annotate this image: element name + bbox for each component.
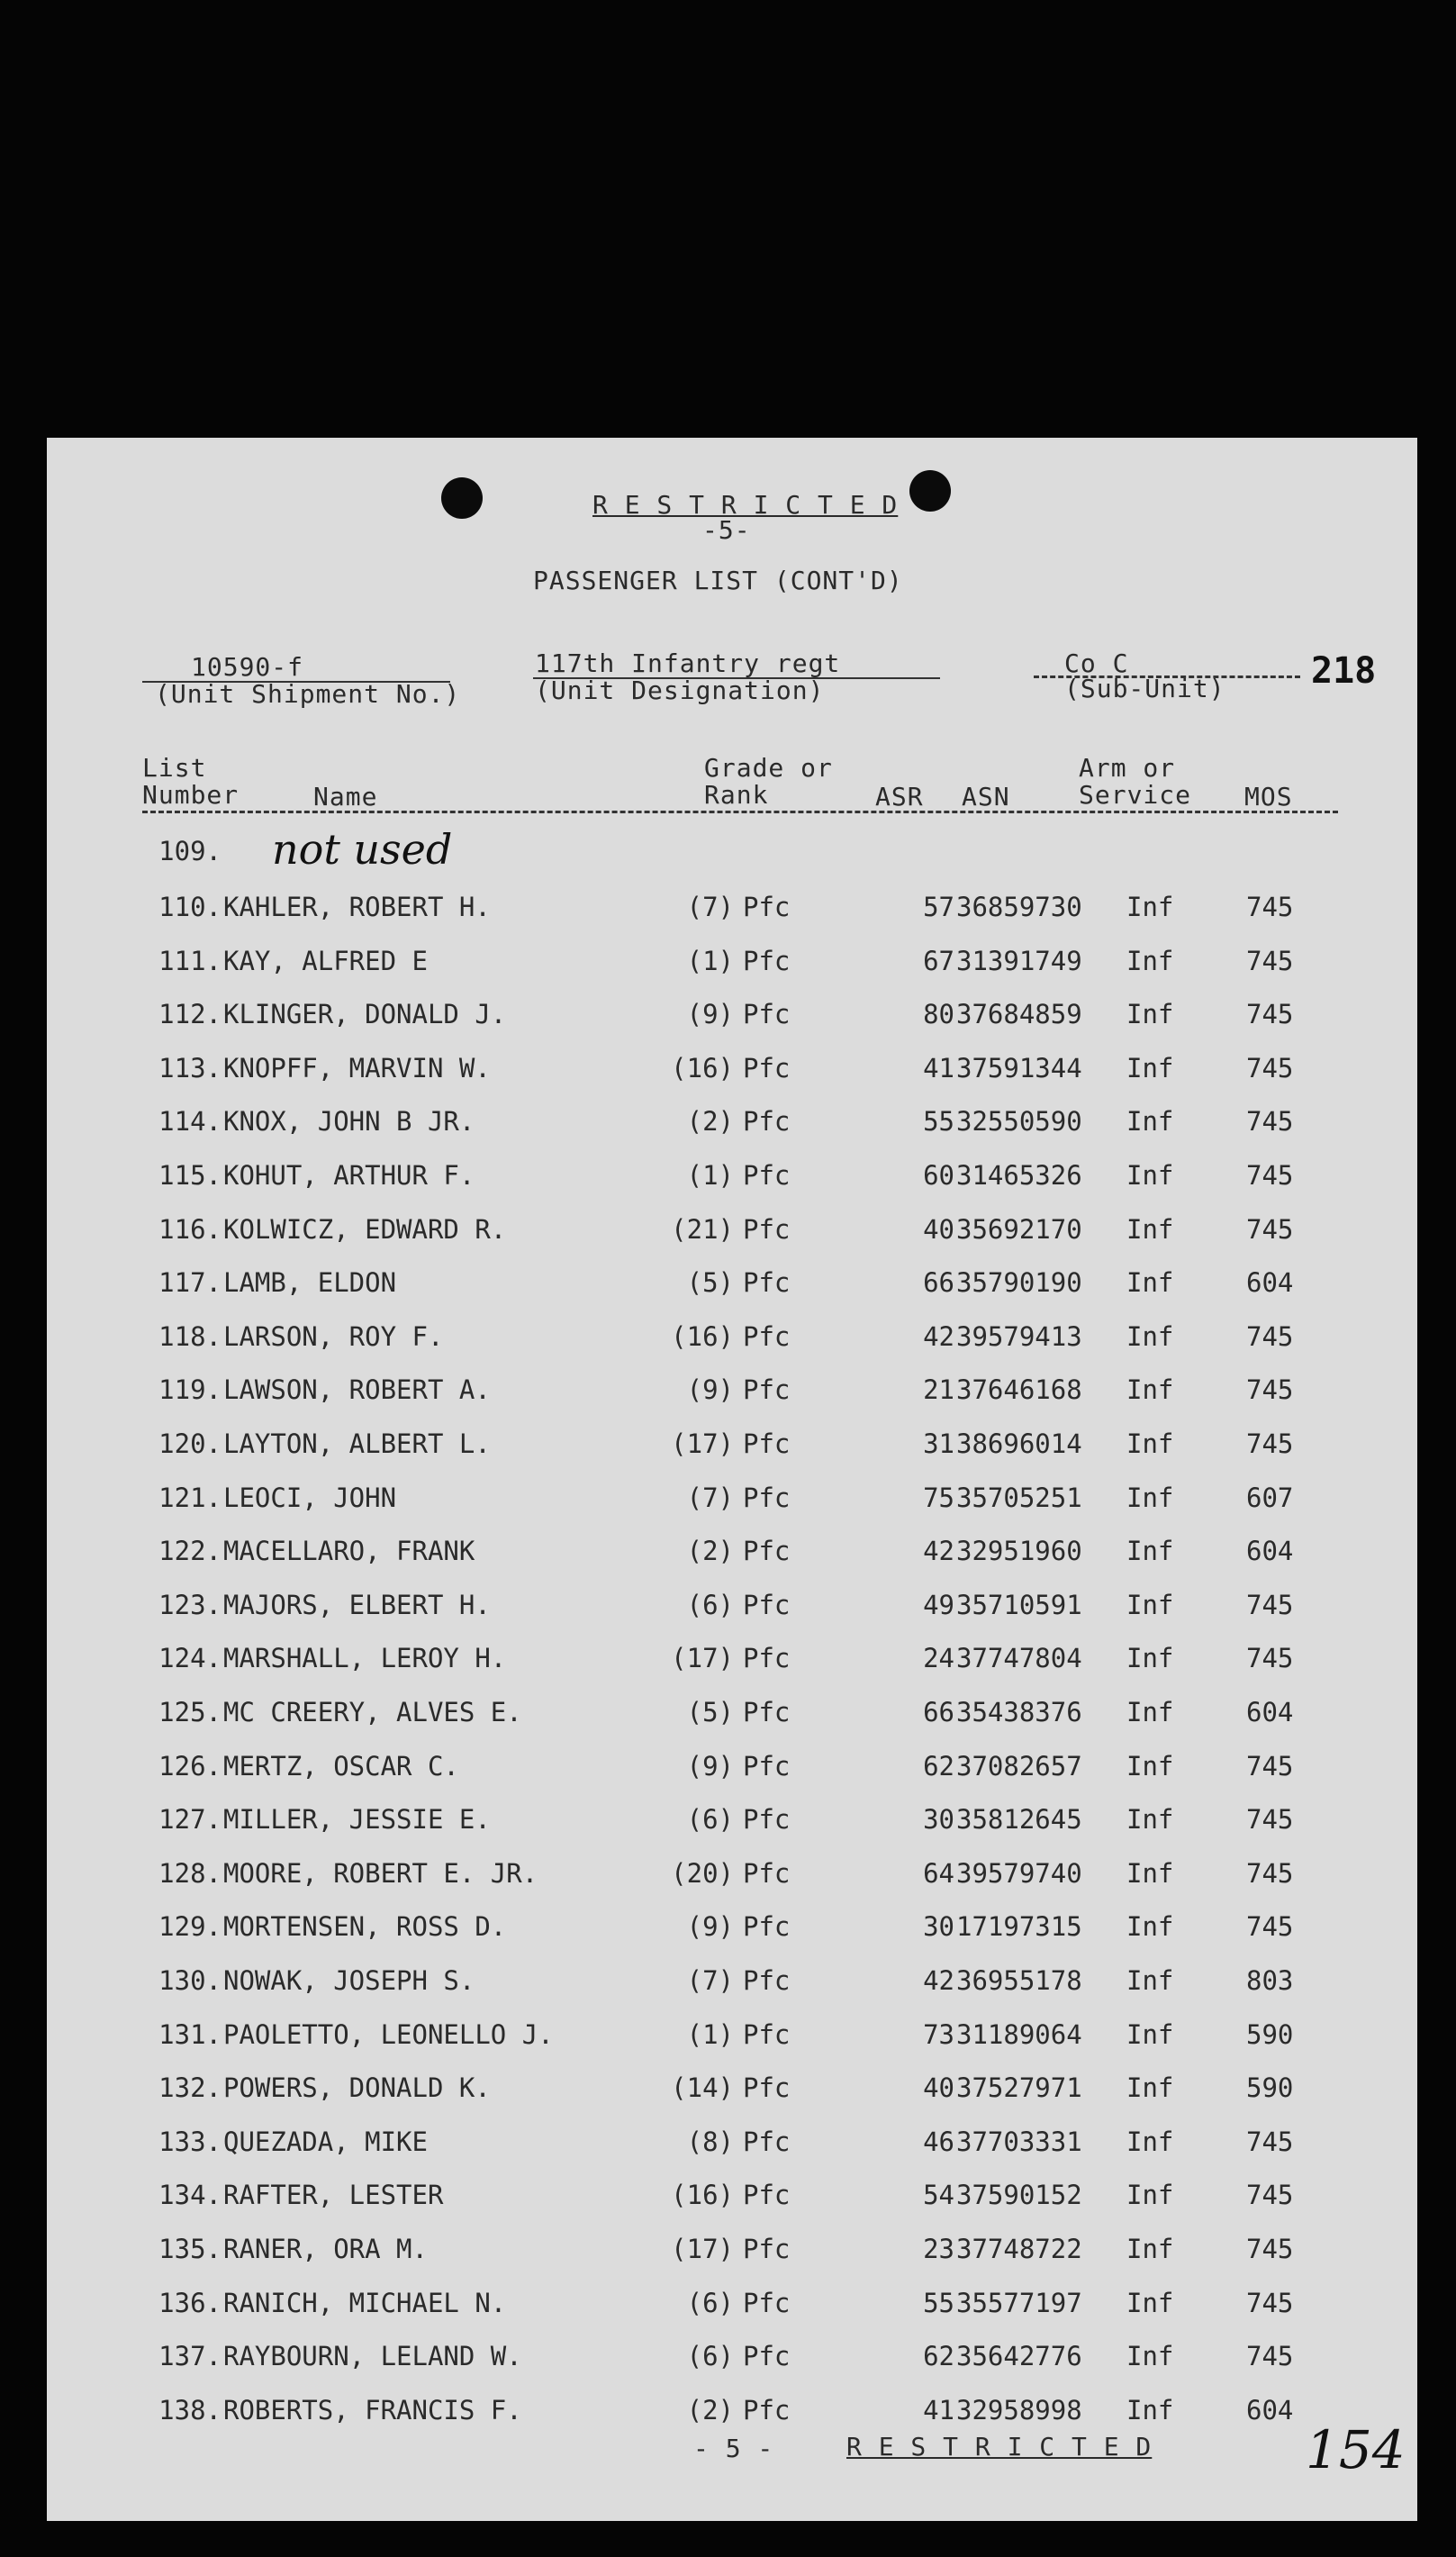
col-grade-label: Grade or Rank — [704, 753, 833, 810]
table-row — [47, 1106, 1417, 1142]
unit-shipment-number: 10590-f — [191, 652, 304, 682]
rank: Pfc — [743, 1643, 791, 1674]
header-rule — [142, 811, 1338, 813]
asr-score: 64 — [923, 1857, 954, 1889]
group-number: (7) — [686, 1965, 734, 1996]
asr-score: 66 — [923, 1697, 954, 1727]
army-serial-number: 32951960 — [956, 1536, 1082, 1567]
mos-code: 745 — [1246, 1160, 1294, 1191]
table-row — [47, 1267, 1417, 1303]
group-number: (14) — [671, 2072, 734, 2104]
asr-score: 54 — [923, 2180, 954, 2211]
unit-shipment-label: (Unit Shipment No.) — [155, 679, 461, 709]
arm-or-service: Inf — [1126, 1213, 1174, 1245]
arm-or-service: Inf — [1126, 2126, 1174, 2157]
row-number: 115. — [158, 1160, 222, 1191]
asr-score: 41 — [923, 2394, 954, 2426]
col-mos-header: MOS — [1244, 782, 1293, 812]
passenger-name: ROBERTS, FRANCIS F. — [223, 2394, 522, 2426]
rank: Pfc — [743, 2018, 791, 2050]
asr-score: 60 — [923, 1160, 954, 1191]
rank: Pfc — [743, 2287, 791, 2318]
rank: Pfc — [743, 1589, 791, 1620]
passenger-name: PAOLETTO, LEONELLO J. — [223, 2018, 554, 2050]
passenger-name: MACELLARO, FRANK — [223, 1536, 475, 1567]
army-serial-number: 39579740 — [956, 1857, 1082, 1889]
arm-or-service: Inf — [1126, 2018, 1174, 2050]
row-number: 132. — [158, 2072, 222, 2104]
arm-or-service: Inf — [1126, 1106, 1174, 1138]
asr-score: 42 — [923, 1320, 954, 1352]
row-number: 128. — [158, 1857, 222, 1889]
group-number: (6) — [686, 2341, 734, 2372]
col-asn-header: ASN — [962, 782, 1010, 812]
mos-code: 604 — [1246, 2394, 1294, 2426]
row-number: 112. — [158, 999, 222, 1030]
col-name-header: Name — [313, 782, 378, 812]
rank: Pfc — [743, 892, 791, 922]
rank: Pfc — [743, 1697, 791, 1727]
army-serial-number: 38696014 — [956, 1428, 1082, 1459]
army-serial-number: 35642776 — [956, 2341, 1082, 2372]
rank: Pfc — [743, 1267, 791, 1299]
row-number: 109. — [158, 836, 222, 866]
asr-score: 42 — [923, 1536, 954, 1567]
group-number: (16) — [671, 2180, 734, 2211]
group-number: (1) — [686, 2018, 734, 2050]
mos-code: 607 — [1246, 1482, 1294, 1513]
mos-code: 745 — [1246, 2341, 1294, 2372]
group-number: (2) — [686, 1106, 734, 1138]
army-serial-number: 37748722 — [956, 2234, 1082, 2264]
army-serial-number: 36859730 — [956, 892, 1082, 922]
group-number: (7) — [686, 1482, 734, 1513]
rank: Pfc — [743, 1213, 791, 1245]
asr-score: 49 — [923, 1589, 954, 1620]
table-row — [47, 892, 1417, 928]
group-number: (9) — [686, 1750, 734, 1782]
row-number: 135. — [158, 2234, 222, 2264]
passenger-name: MILLER, JESSIE E. — [223, 1804, 491, 1836]
passenger-name: KAY, ALFRED E — [223, 945, 428, 976]
asr-score: 31 — [923, 1428, 954, 1459]
army-serial-number: 31189064 — [956, 2018, 1082, 2050]
army-serial-number: 35790190 — [956, 1267, 1082, 1299]
table-row — [47, 1214, 1417, 1250]
table-row — [47, 2234, 1417, 2270]
footer-page-number: - 5 - — [693, 2434, 774, 2463]
table-row — [47, 1321, 1417, 1357]
mos-code: 590 — [1246, 2018, 1294, 2050]
mos-code: 745 — [1246, 945, 1294, 976]
arm-or-service: Inf — [1126, 1697, 1174, 1727]
mos-code: 745 — [1246, 1213, 1294, 1245]
army-serial-number: 37684859 — [956, 999, 1082, 1030]
arm-or-service: Inf — [1126, 1267, 1174, 1299]
asr-score: 30 — [923, 1804, 954, 1836]
rank: Pfc — [743, 2341, 791, 2372]
group-number: (7) — [686, 892, 734, 922]
restricted-header: R E S T R I C T E D — [592, 490, 899, 520]
asr-score: 62 — [923, 2341, 954, 2372]
table-row — [47, 946, 1417, 982]
army-serial-number: 35812645 — [956, 1804, 1082, 1836]
mos-code: 745 — [1246, 2180, 1294, 2211]
arm-or-service: Inf — [1126, 1536, 1174, 1567]
passenger-name: KOHUT, ARTHUR F. — [223, 1160, 475, 1191]
asr-score: 41 — [923, 1052, 954, 1084]
rank: Pfc — [743, 1536, 791, 1567]
group-number: (6) — [686, 2287, 734, 2318]
table-row — [47, 1804, 1417, 1840]
punch-hole-right — [909, 470, 951, 512]
mos-code: 745 — [1246, 2234, 1294, 2264]
mos-code: 745 — [1246, 892, 1294, 922]
passenger-name: KAHLER, ROBERT H. — [223, 892, 491, 922]
army-serial-number: 37082657 — [956, 1750, 1082, 1782]
passenger-name: NOWAK, JOSEPH S. — [223, 1965, 475, 1996]
passenger-name: MORTENSEN, ROSS D. — [223, 1911, 507, 1943]
army-serial-number: 35438376 — [956, 1697, 1082, 1727]
arm-or-service: Inf — [1126, 1320, 1174, 1352]
rank: Pfc — [743, 945, 791, 976]
mos-code: 745 — [1246, 1374, 1294, 1406]
table-row — [47, 1697, 1417, 1733]
arm-or-service: Inf — [1126, 1428, 1174, 1459]
asr-score: 46 — [923, 2126, 954, 2157]
group-number: (9) — [686, 999, 734, 1030]
table-row — [47, 1858, 1417, 1894]
army-serial-number: 37591344 — [956, 1052, 1082, 1084]
rank: Pfc — [743, 1052, 791, 1084]
punch-hole-left — [441, 477, 483, 519]
mos-code: 745 — [1246, 1804, 1294, 1836]
mos-code: 745 — [1246, 1589, 1294, 1620]
rank: Pfc — [743, 2180, 791, 2211]
mos-code: 745 — [1246, 999, 1294, 1030]
unit-designation-label: (Unit Designation) — [535, 676, 825, 705]
mos-code: 590 — [1246, 2072, 1294, 2104]
table-row — [47, 2072, 1417, 2108]
table-row — [47, 1428, 1417, 1464]
page-marker: -5- — [702, 515, 751, 545]
row-number: 138. — [158, 2394, 222, 2426]
army-serial-number: 31465326 — [956, 1160, 1082, 1191]
table-row — [47, 2395, 1417, 2431]
asr-score: 42 — [923, 1965, 954, 1996]
row-number: 136. — [158, 2287, 222, 2318]
group-number: (8) — [686, 2126, 734, 2157]
passenger-name: KNOPFF, MARVIN W. — [223, 1052, 491, 1084]
col-asr-header: ASR — [875, 782, 924, 812]
document-title: PASSENGER LIST (CONT'D) — [533, 566, 903, 595]
asr-score: 75 — [923, 1482, 954, 1513]
passenger-name: RANER, ORA M. — [223, 2234, 428, 2264]
mos-code: 745 — [1246, 2287, 1294, 2318]
asr-score: 21 — [923, 1374, 954, 1406]
arm-or-service: Inf — [1126, 2072, 1174, 2104]
passenger-name: KNOX, JOHN B JR. — [223, 1106, 475, 1138]
army-serial-number: 37527971 — [956, 2072, 1082, 2104]
asr-score: 62 — [923, 1750, 954, 1782]
army-serial-number: 37703331 — [956, 2126, 1082, 2157]
rank: Pfc — [743, 2394, 791, 2426]
army-serial-number: 35705251 — [956, 1482, 1082, 1513]
table-row — [47, 1536, 1417, 1572]
passenger-name: MERTZ, OSCAR C. — [223, 1750, 459, 1782]
rank: Pfc — [743, 1160, 791, 1191]
arm-or-service: Inf — [1126, 892, 1174, 922]
arm-or-service: Inf — [1126, 999, 1174, 1030]
arm-or-service: Inf — [1126, 1804, 1174, 1836]
rank: Pfc — [743, 1857, 791, 1889]
arm-or-service: Inf — [1126, 1965, 1174, 1996]
row-number: 124. — [158, 1643, 222, 1674]
army-serial-number: 32550590 — [956, 1106, 1082, 1138]
row-number: 130. — [158, 1965, 222, 1996]
army-serial-number: 17197315 — [956, 1911, 1082, 1943]
army-serial-number: 37747804 — [956, 1643, 1082, 1674]
row-number: 121. — [158, 1482, 222, 1513]
row-number: 127. — [158, 1804, 222, 1836]
passenger-name: MARSHALL, LEROY H. — [223, 1643, 507, 1674]
arm-or-service: Inf — [1126, 2341, 1174, 2372]
table-row — [47, 2341, 1417, 2377]
table-row — [47, 2180, 1417, 2216]
footer-restricted: R E S T R I C T E D — [846, 2432, 1153, 2462]
rank: Pfc — [743, 1428, 791, 1459]
rank: Pfc — [743, 2126, 791, 2157]
group-number: (17) — [671, 2234, 734, 2264]
group-number: (17) — [671, 1643, 734, 1674]
army-serial-number: 32958998 — [956, 2394, 1082, 2426]
asr-score: 80 — [923, 999, 954, 1030]
arm-or-service: Inf — [1126, 1643, 1174, 1674]
passenger-name: LEOCI, JOHN — [223, 1482, 397, 1513]
row-number: 137. — [158, 2341, 222, 2372]
table-row — [47, 1751, 1417, 1787]
group-number: (6) — [686, 1589, 734, 1620]
passenger-name: RAYBOURN, LELAND W. — [223, 2341, 522, 2372]
page-number-stamp: 218 — [1311, 650, 1377, 692]
arm-or-service: Inf — [1126, 1750, 1174, 1782]
rank: Pfc — [743, 2072, 791, 2104]
army-serial-number: 35692170 — [956, 1213, 1082, 1245]
mos-code: 604 — [1246, 1697, 1294, 1727]
arm-or-service: Inf — [1126, 1911, 1174, 1943]
document-sheet — [47, 438, 1417, 2521]
passenger-name: KLINGER, DONALD J. — [223, 999, 507, 1030]
group-number: (21) — [671, 1213, 734, 1245]
mos-code: 745 — [1246, 1320, 1294, 1352]
asr-score: 40 — [923, 1213, 954, 1245]
row-number: 125. — [158, 1697, 222, 1727]
army-serial-number: 35710591 — [956, 1589, 1082, 1620]
passenger-name: POWERS, DONALD K. — [223, 2072, 491, 2104]
table-row — [47, 1483, 1417, 1519]
passenger-name: QUEZADA, MIKE — [223, 2126, 428, 2157]
mos-code: 745 — [1246, 1857, 1294, 1889]
asr-score: 73 — [923, 2018, 954, 2050]
mos-code: 604 — [1246, 1267, 1294, 1299]
table-row — [47, 1911, 1417, 1947]
col-list-number-header — [142, 755, 277, 809]
group-number: (16) — [671, 1320, 734, 1352]
passenger-name: MOORE, ROBERT E. JR. — [223, 1857, 538, 1889]
table-row — [47, 1160, 1417, 1196]
army-serial-number: 31391749 — [956, 945, 1082, 976]
group-number: (17) — [671, 1428, 734, 1459]
passenger-name: RAFTER, LESTER — [223, 2180, 444, 2211]
row-number: 126. — [158, 1750, 222, 1782]
rank: Pfc — [743, 1482, 791, 1513]
row-number: 119. — [158, 1374, 222, 1406]
mos-code: 745 — [1246, 1428, 1294, 1459]
passenger-name: LAMB, ELDON — [223, 1267, 397, 1299]
table-row — [47, 1374, 1417, 1410]
asr-score: 24 — [923, 1643, 954, 1674]
group-number: (2) — [686, 2394, 734, 2426]
row-number: 133. — [158, 2126, 222, 2157]
rank: Pfc — [743, 1804, 791, 1836]
table-row — [47, 2126, 1417, 2163]
handwritten-page-number: 154 — [1306, 2419, 1406, 2480]
col-arm-header — [1079, 755, 1214, 809]
passenger-name: LAYTON, ALBERT L. — [223, 1428, 491, 1459]
group-number: (16) — [671, 1052, 734, 1084]
mos-code: 745 — [1246, 2126, 1294, 2157]
group-number: (2) — [686, 1536, 734, 1567]
table-row — [47, 2019, 1417, 2055]
passenger-name: LAWSON, ROBERT A. — [223, 1374, 491, 1406]
handwritten-note: not used — [272, 825, 453, 874]
unit-designation: 117th Infantry regt — [535, 648, 841, 678]
row-number: 110. — [158, 892, 222, 922]
row-number: 111. — [158, 945, 222, 976]
row-number: 114. — [158, 1106, 222, 1138]
army-serial-number: 35577197 — [956, 2287, 1082, 2318]
row-number: 131. — [158, 2018, 222, 2050]
mos-code: 745 — [1246, 1911, 1294, 1943]
asr-score: 57 — [923, 892, 954, 922]
army-serial-number: 37590152 — [956, 2180, 1082, 2211]
row-number: 123. — [158, 1589, 222, 1620]
army-serial-number: 37646168 — [956, 1374, 1082, 1406]
row-number: 113. — [158, 1052, 222, 1084]
asr-score: 55 — [923, 2287, 954, 2318]
group-number: (20) — [671, 1857, 734, 1889]
arm-or-service: Inf — [1126, 1052, 1174, 1084]
table-row — [47, 1643, 1417, 1679]
army-serial-number: 36955178 — [956, 1965, 1082, 1996]
rank: Pfc — [743, 999, 791, 1030]
asr-score: 67 — [923, 945, 954, 976]
row-number: 118. — [158, 1320, 222, 1352]
mos-code: 803 — [1246, 1965, 1294, 1996]
rank: Pfc — [743, 1374, 791, 1406]
col-grade-header — [704, 755, 848, 809]
mos-code: 745 — [1246, 1052, 1294, 1084]
group-number: (5) — [686, 1267, 734, 1299]
sub-unit: Co C — [1064, 648, 1129, 678]
arm-or-service: Inf — [1126, 1857, 1174, 1889]
table-row — [47, 2288, 1417, 2324]
table-row-109 — [47, 825, 1417, 874]
arm-or-service: Inf — [1126, 945, 1174, 976]
asr-score: 66 — [923, 1267, 954, 1299]
group-number: (9) — [686, 1374, 734, 1406]
row-number: 129. — [158, 1911, 222, 1943]
rank: Pfc — [743, 1106, 791, 1138]
arm-or-service: Inf — [1126, 1160, 1174, 1191]
table-row — [47, 1590, 1417, 1626]
arm-or-service: Inf — [1126, 2180, 1174, 2211]
passenger-name: LARSON, ROY F. — [223, 1320, 444, 1352]
passenger-name: RANICH, MICHAEL N. — [223, 2287, 507, 2318]
group-number: (9) — [686, 1911, 734, 1943]
mos-code: 745 — [1246, 1750, 1294, 1782]
row-number: 122. — [158, 1536, 222, 1567]
row-number: 116. — [158, 1213, 222, 1245]
passenger-name: MAJORS, ELBERT H. — [223, 1589, 491, 1620]
group-number: (6) — [686, 1804, 734, 1836]
row-number: 117. — [158, 1267, 222, 1299]
col-list-number-label: List Number — [142, 753, 240, 810]
sub-unit-label: (Sub-Unit) — [1064, 674, 1225, 703]
row-number: 120. — [158, 1428, 222, 1459]
passenger-name: MC CREERY, ALVES E. — [223, 1697, 522, 1727]
asr-score: 40 — [923, 2072, 954, 2104]
mos-code: 604 — [1246, 1536, 1294, 1567]
passenger-name: KOLWICZ, EDWARD R. — [223, 1213, 507, 1245]
rank: Pfc — [743, 1965, 791, 1996]
army-serial-number: 39579413 — [956, 1320, 1082, 1352]
arm-or-service: Inf — [1126, 1482, 1174, 1513]
arm-or-service: Inf — [1126, 2394, 1174, 2426]
rank: Pfc — [743, 2234, 791, 2264]
arm-or-service: Inf — [1126, 1589, 1174, 1620]
arm-or-service: Inf — [1126, 2287, 1174, 2318]
rank: Pfc — [743, 1750, 791, 1782]
asr-score: 23 — [923, 2234, 954, 2264]
asr-score: 55 — [923, 1106, 954, 1138]
asr-score: 30 — [923, 1911, 954, 1943]
col-arm-label: Arm or Service — [1079, 753, 1192, 810]
mos-code: 745 — [1246, 1106, 1294, 1138]
group-number: (1) — [686, 945, 734, 976]
group-number: (5) — [686, 1697, 734, 1727]
arm-or-service: Inf — [1126, 2234, 1174, 2264]
table-row — [47, 1965, 1417, 2001]
table-row — [47, 999, 1417, 1035]
rank: Pfc — [743, 1320, 791, 1352]
group-number: (1) — [686, 1160, 734, 1191]
mos-code: 745 — [1246, 1643, 1294, 1674]
rank: Pfc — [743, 1911, 791, 1943]
arm-or-service: Inf — [1126, 1374, 1174, 1406]
row-number: 134. — [158, 2180, 222, 2211]
table-row — [47, 1053, 1417, 1089]
